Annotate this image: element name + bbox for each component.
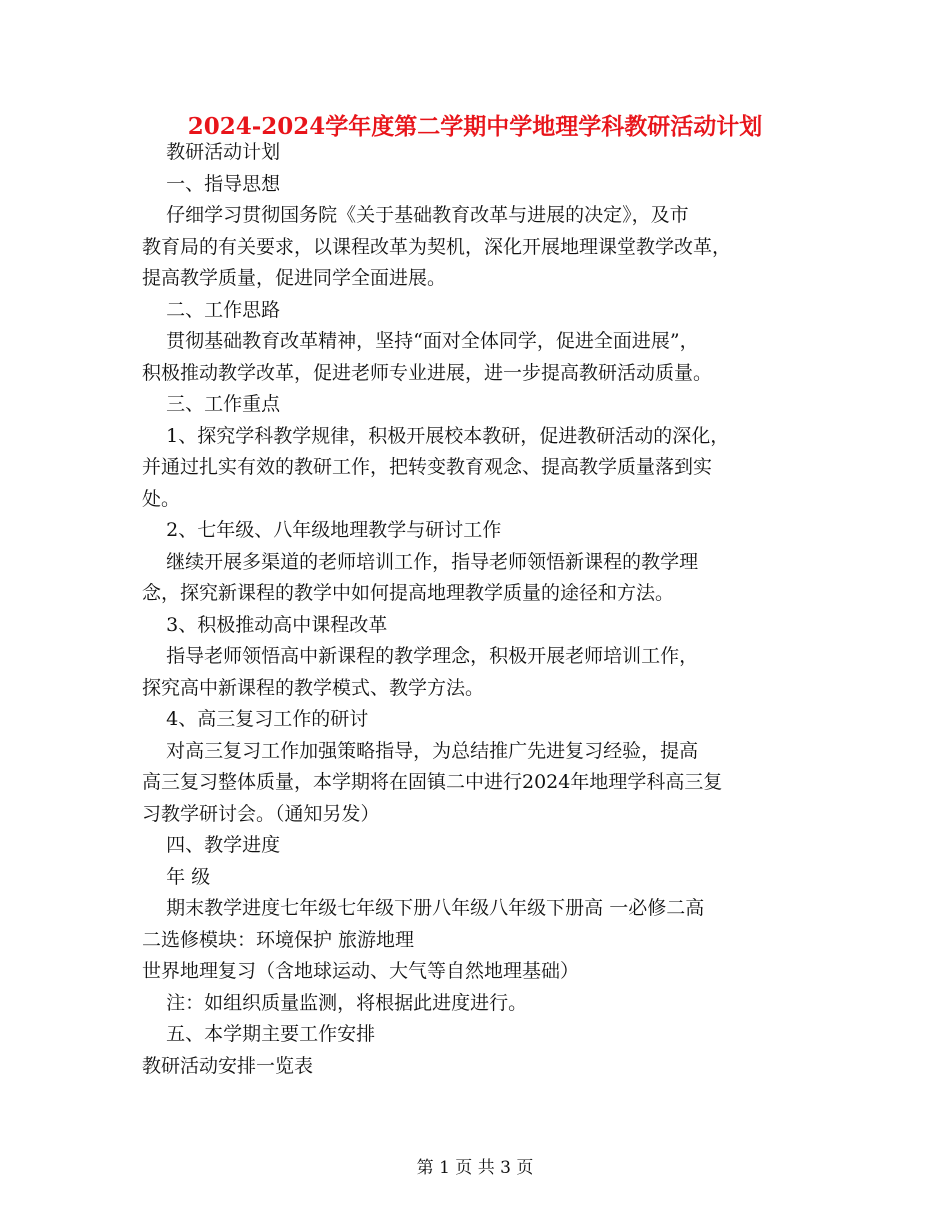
body-line: 处。 — [142, 487, 181, 510]
body-line: 高三复习整体质量，本学期将在固镇二中进行2024年地理学科高三复 — [142, 771, 723, 793]
body-line: 探究高中新课程的教学模式、教学方法。 — [142, 676, 485, 699]
body-line: 1、探究学科教学规律，积极开展校本教研，促进教研活动的深化， — [142, 424, 730, 447]
body-line: 2、七年级、八年级地理教学与研讨工作 — [142, 519, 502, 541]
body-line: 并通过扎实有效的教研工作，把转变教育观念、提高教学质量落到实 — [142, 456, 713, 478]
page-number-footer: 第 1 页 共 3 页 — [416, 1158, 534, 1178]
body-line: 3、积极推动高中课程改革 — [142, 613, 388, 636]
body-line: 积极推动教学改革，促进老师专业进展，进一步提高教研活动质量。 — [142, 361, 713, 384]
body-line: 念，探究新课程的教学中如何提高地理教学质量的途径和方法。 — [142, 582, 675, 604]
body-line: 指导老师领悟高中新课程的教学理念，积极开展老师培训工作， — [142, 645, 699, 667]
body-line: 教育局的有关要求，以课程改革为契机，深化开展地理课堂教学改革， — [142, 235, 732, 258]
body-line: 4、高三复习工作的研讨 — [142, 708, 369, 730]
body-line: 注：如组织质量监测，将根据此进度进行。 — [142, 991, 528, 1014]
body-line: 四、教学进度 — [142, 834, 281, 856]
body-line: 三、工作重点 — [142, 393, 281, 415]
body-line: 一、指导思想 — [142, 172, 281, 195]
body-line: 继续开展多渠道的老师培训工作，指导老师领悟新课程的教学理 — [142, 550, 699, 573]
document-body — [142, 137, 822, 1082]
body-line: 教研活动安排一览表 — [142, 1054, 314, 1077]
body-line: 仔细学习贯彻国务院《关于基础教育改革与进展的决定》，及市 — [142, 204, 689, 226]
body-line: 对高三复习工作加强策略指导，为总结推广先进复习经验，提高 — [142, 739, 699, 762]
body-line: 五、本学期主要工作安排 — [142, 1023, 376, 1045]
document-title: 2024-2024学年度第二学期中学地理学科教研活动计划 — [187, 113, 763, 140]
body-line: 提高教学质量，促进同学全面进展。 — [142, 267, 447, 289]
body-line: 教研活动计划 — [142, 141, 281, 163]
body-line: 期末教学进度七年级七年级下册八年级八年级下册高 一必修二高 — [142, 897, 705, 919]
body-line: 年 级 — [142, 865, 211, 888]
body-line: 世界地理复习（含地球运动、大气等自然地理基础） — [142, 960, 580, 982]
body-line: 二选修模块：环境保护 旅游地理 — [142, 928, 415, 951]
body-line: 二、工作思路 — [142, 298, 281, 321]
body-line: 贯彻基础教育改革精神，坚持“面对全体同学，促进全面进展”， — [142, 330, 699, 352]
body-line: 习教学研讨会。（通知另发） — [142, 802, 380, 825]
